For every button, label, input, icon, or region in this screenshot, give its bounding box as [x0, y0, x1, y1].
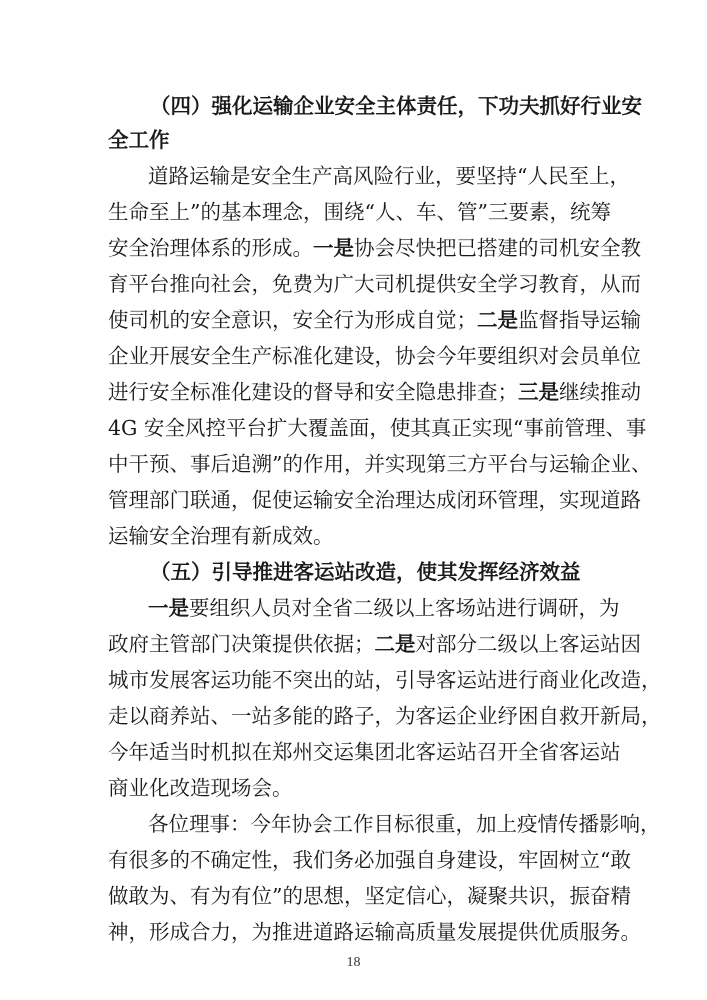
page-number: 18 — [346, 955, 361, 970]
emphasis-third: 三是 — [518, 380, 559, 404]
text: 使司机的安全意识，安全行为形成自觉； — [108, 308, 477, 332]
s5-para-line — [148, 594, 620, 622]
s5-para-line: 城市发展客运功能不突出的站，引导客运站进行商业化改造， — [108, 668, 662, 692]
text: 继续推动 — [559, 380, 641, 404]
s4-para-line — [108, 234, 641, 262]
text: 对部分二级以上客运站因 — [415, 632, 641, 656]
text: 安全治理体系的形成。 — [108, 236, 313, 260]
s4-para-line: 中干预、事后追溯”的作用，并实现第三方平台与运输企业、 — [108, 452, 652, 476]
s4-para-line: 育平台推向社会，免费为广大司机提供安全学习教育，从而 — [108, 272, 641, 296]
s5-para-line — [108, 630, 641, 658]
text: 要组织人员对全省二级以上客场站进行调研，为 — [189, 596, 620, 620]
text: 进行安全标准化建设的督导和安全隐患排查； — [108, 380, 518, 404]
s5-para-line: 商业化改造现场会。 — [108, 776, 293, 800]
closing-para-line: 神，形成合力，为推进道路运输高质量发展提供优质服务。 — [108, 920, 641, 944]
s4-para-line: 企业开展安全生产标准化建设，协会今年要组织对会员单位 — [108, 344, 641, 368]
s4-para-line: 运输安全治理有新成效。 — [108, 524, 334, 548]
emphasis-second: 二是 — [374, 632, 416, 656]
s5-para-line: 今年适当时机拟在郑州交运集团北客运站召开全省客运站 — [108, 740, 621, 764]
text: 协会尽快把已搭建的司机安全教 — [354, 236, 641, 260]
emphasis-first: 一是 — [313, 236, 354, 260]
closing-para-line: 有很多的不确定性，我们务必加强自身建设，牢固树立“敢 — [108, 848, 631, 872]
text: 政府主管部门决策提供依据； — [108, 632, 375, 656]
closing-para-line: 各位理事：今年协会工作目标很重，加上疫情传播影响， — [148, 812, 661, 836]
s4-para-line — [108, 378, 641, 406]
emphasis-second: 二是 — [477, 308, 518, 332]
text: 监督指导运输 — [518, 308, 641, 332]
section-4-heading-line-1: （四）强化运输企业安全主体责任，下功夫抓好行业安 — [150, 94, 642, 118]
s4-para-line: 生命至上”的基本理念，围绕“人、车、管”三要素，统筹 — [108, 200, 611, 224]
section-5-heading: （五）引导推进客运站改造，使其发挥经济效益 — [150, 560, 581, 584]
s4-para-line: 道路运输是安全生产高风险行业，要坚持“人民至上， — [148, 164, 630, 188]
s5-para-line: 走以商养站、一站多能的路子，为客运企业纾困自救开新局， — [108, 704, 662, 728]
s4-para-line: 管理部门联通，促使运输安全治理达成闭环管理，实现道路 — [108, 488, 641, 512]
section-4-heading-line-2: 全工作 — [108, 128, 170, 152]
s4-para-line — [108, 306, 641, 334]
closing-para-line: 做敢为、有为有位”的思想，坚定信心，凝聚共识，振奋精 — [108, 884, 631, 908]
emphasis-first: 一是 — [148, 596, 189, 620]
s4-para-line: 4G 安全风控平台扩大覆盖面，使其真正实现“事前管理、事 — [108, 416, 647, 440]
